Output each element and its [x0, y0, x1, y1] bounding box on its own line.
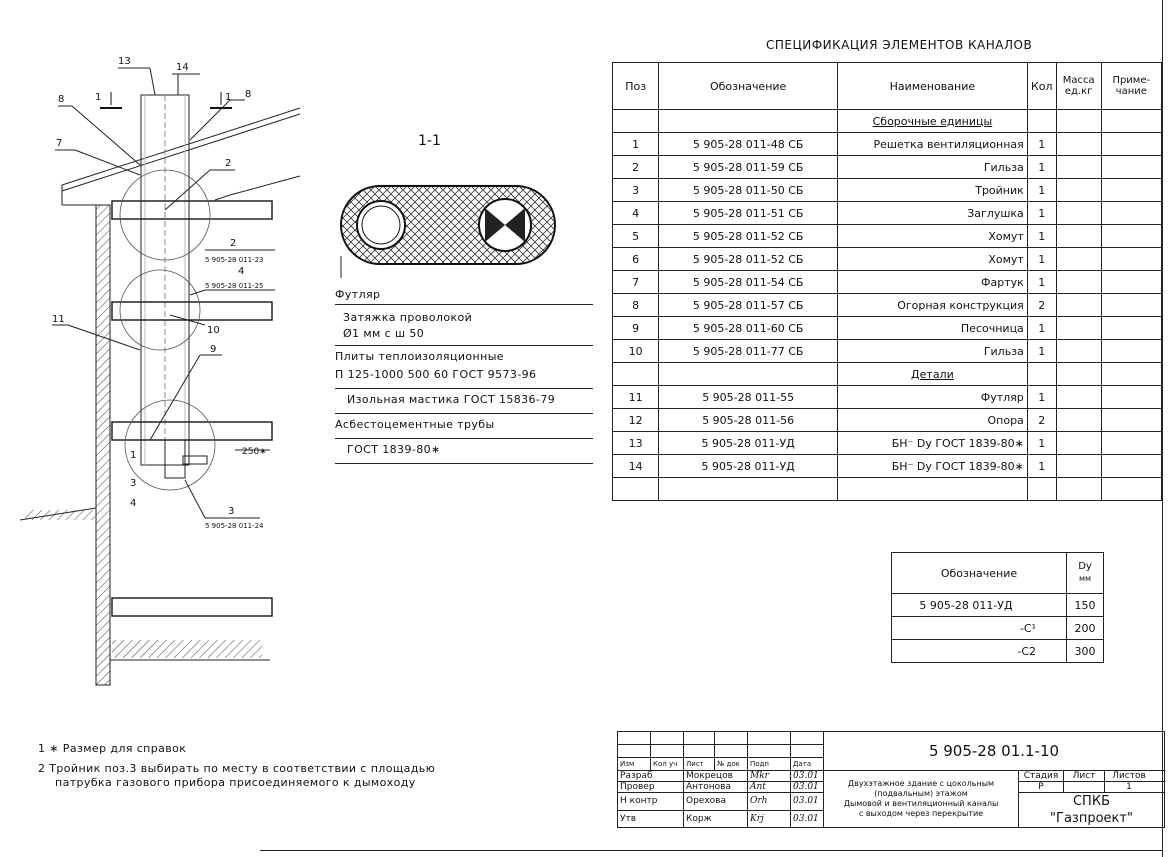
p3-date: 03.01: [791, 810, 824, 828]
label-plity: Плиты теплоизоляционные: [335, 350, 504, 363]
title-block: [617, 731, 1165, 828]
sheets-value-cell: [1064, 782, 1165, 793]
p3-role: Утв: [618, 810, 684, 828]
person-row: [618, 771, 1165, 782]
cell-empty: [1056, 455, 1101, 478]
doc-description: [824, 771, 1019, 828]
callout-4: 4: [238, 266, 245, 277]
cell-qty: 1: [1027, 271, 1056, 294]
cell-empty: [1056, 156, 1101, 179]
cell-empty: [1101, 455, 1161, 478]
callout-1b: 1: [225, 92, 232, 103]
spec-section-row: [613, 110, 1162, 133]
callout-3b: 3: [228, 506, 235, 517]
doc-code: 5 905-28 01.1-10: [824, 732, 1165, 771]
col-header: Дата: [791, 758, 824, 771]
label-asbest: Асбестоцементные трубы: [335, 414, 593, 439]
table-row: [613, 409, 1162, 432]
p0-sign: Mkr: [748, 771, 791, 782]
frame-right: [1162, 0, 1163, 857]
cell-empty: [1101, 248, 1161, 271]
desc-0: Двухэтажное здание с цокольным: [847, 779, 995, 788]
table-row: [613, 179, 1162, 202]
cell-empty: [1101, 156, 1161, 179]
p2-date: 03.01: [791, 793, 824, 811]
callout-13: 13: [118, 56, 131, 67]
cell-name: Тройник: [838, 179, 1028, 202]
p2-role: Н контр: [618, 793, 684, 811]
ref-23: 5 905-28 011-23: [205, 256, 264, 264]
dy-table: [891, 552, 1104, 663]
cell-pos: 5: [613, 225, 659, 248]
cell-designation: 5 905-28 011-77 СБ: [659, 340, 838, 363]
cell-qty: 1: [1027, 133, 1056, 156]
cell-designation: 5 905-28 011-56: [659, 409, 838, 432]
cell-empty: [1056, 386, 1101, 409]
desc-1: (подвальным) этажом: [874, 789, 968, 798]
dy-value: 200: [1067, 617, 1104, 640]
cell-name: Фартук: [838, 271, 1028, 294]
spec-header-row: [613, 63, 1162, 110]
org-1: "Газпроект": [1050, 811, 1133, 826]
p3-sign: Krj: [748, 810, 791, 828]
table-row: [613, 432, 1162, 455]
cell-qty: 1: [1027, 202, 1056, 225]
callout-1c: 1: [130, 450, 137, 461]
cell-qty: 1: [1027, 432, 1056, 455]
table-row: [613, 202, 1162, 225]
label-gost: ГОСТ 1839-80∗: [335, 439, 593, 464]
cell-designation: 5 905-28 011-УД: [659, 455, 838, 478]
cell-pos: 9: [613, 317, 659, 340]
cell-qty: 1: [1027, 248, 1056, 271]
cell-qty: 1: [1027, 225, 1056, 248]
cell-empty: [1101, 386, 1161, 409]
hdr-note: Приме- чание: [1101, 63, 1161, 110]
table-row: [613, 156, 1162, 179]
dy-value: 150: [1067, 594, 1104, 617]
cell-name: Песочница: [838, 317, 1028, 340]
hdr-mass: Масса ед.кг: [1056, 63, 1101, 110]
cell-empty: [1056, 409, 1101, 432]
hdr-name: Наименование: [838, 63, 1028, 110]
cell-name: Футляр: [838, 386, 1028, 409]
cell-empty: [1101, 202, 1161, 225]
cell-empty: [1101, 179, 1161, 202]
table-row: [613, 294, 1162, 317]
cell-designation: 5 905-28 011-54 СБ: [659, 271, 838, 294]
spec-section-row: [613, 363, 1162, 386]
cell-name: Огорная конструкция: [838, 294, 1028, 317]
table-row: [892, 594, 1104, 617]
cell-designation: 5 905-28 011-60 СБ: [659, 317, 838, 340]
cell-designation: 5 905-28 011-57 СБ: [659, 294, 838, 317]
stage-value: Р: [1019, 782, 1064, 793]
cell-name: Решетка вентиляционная: [838, 133, 1028, 156]
cell-empty: [1101, 409, 1161, 432]
cell-qty: 1: [1027, 386, 1056, 409]
cell-designation: 5 905-28 011-51 СБ: [659, 202, 838, 225]
cell-designation: 5 905-28 011-50 СБ: [659, 179, 838, 202]
cell-pos: 10: [613, 340, 659, 363]
cell-empty: [1056, 432, 1101, 455]
hdr-designation: Обозначение: [659, 63, 838, 110]
note-2: 2 Тройник поз.3 выбирать по месту в соответствии с площадью: [38, 762, 436, 775]
section-labels: [335, 288, 593, 464]
p2-sign: Orh: [748, 793, 791, 811]
cell-designation: 5 905-28 011-48 СБ: [659, 133, 838, 156]
sheets-label: Листов: [1112, 771, 1146, 781]
p1-name: Антонова: [684, 782, 748, 793]
cell-pos: 8: [613, 294, 659, 317]
label-futlyar: Футляр: [335, 288, 593, 305]
cell-qty: 1: [1027, 179, 1056, 202]
dy-hdr-unit: мм: [1078, 574, 1092, 583]
cell-name: Гильза: [838, 340, 1028, 363]
dy-value: 300: [1067, 640, 1104, 663]
callout-1a: 1: [95, 92, 102, 103]
cell-empty: [1056, 294, 1101, 317]
cell-empty: [1056, 271, 1101, 294]
sheet-label: Лист: [1064, 771, 1105, 781]
table-row: [613, 225, 1162, 248]
callout-7: 7: [56, 138, 63, 149]
cell-empty: [1056, 133, 1101, 156]
cell-qty: 1: [1027, 340, 1056, 363]
dy-designation: -С¹: [892, 617, 1067, 640]
cell-name: Заглушка: [838, 202, 1028, 225]
table-row: [613, 340, 1162, 363]
spec-empty-row: [613, 478, 1162, 501]
cell-empty: [1056, 202, 1101, 225]
label-wire: Ø1 мм с ш 50: [335, 327, 593, 346]
cell-designation: 5 905-28 011-УД: [659, 432, 838, 455]
cell-pos: 14: [613, 455, 659, 478]
callout-2: 2: [225, 158, 232, 169]
cell-name: Хомут: [838, 248, 1028, 271]
cell-pos: 11: [613, 386, 659, 409]
table-row: [892, 640, 1104, 663]
cell-qty: 1: [1027, 317, 1056, 340]
cell-pos: 4: [613, 202, 659, 225]
dy-designation: -С2: [892, 640, 1067, 663]
cell-qty: 1: [1027, 156, 1056, 179]
ref-24: 5 905-28 011-24: [205, 522, 264, 530]
label-zatyazhka: Затяжка проволокой: [343, 311, 473, 324]
cell-designation: 5 905-28 011-55: [659, 386, 838, 409]
cell-pos: 12: [613, 409, 659, 432]
col-header: Подп: [748, 758, 791, 771]
p1-date: 03.01: [791, 782, 824, 793]
dim-250: 250∗: [242, 447, 267, 457]
desc-2: Дымовой и вентиляционный каналы: [843, 799, 999, 808]
table-row: [613, 133, 1162, 156]
spec-table: [612, 62, 1162, 501]
table-row: [613, 271, 1162, 294]
p1-sign: Ant: [748, 782, 791, 793]
cell-designation: 5 905-28 011-59 СБ: [659, 156, 838, 179]
cell-empty: [1101, 133, 1161, 156]
cell-empty: [1056, 225, 1101, 248]
cell-empty: [1101, 294, 1161, 317]
callout-9: 9: [210, 344, 217, 355]
dy-hdr-designation: Обозначение: [892, 553, 1067, 594]
spec-detail-rows: [613, 386, 1162, 478]
cell-empty: [1056, 340, 1101, 363]
pipe-section-drawing: [335, 178, 595, 278]
cell-empty: [1056, 248, 1101, 271]
sheets-value: 1: [1126, 782, 1132, 792]
cell-qty: 2: [1027, 409, 1056, 432]
ref-25: 5 905-28 011-25: [205, 282, 264, 290]
cell-designation: 5 905-28 011-52 СБ: [659, 248, 838, 271]
sheet-label-cell: [1064, 771, 1165, 782]
callout-3a: 3: [130, 478, 137, 489]
note-2-cont: патрубка газового прибора присоединяемого к дымоходу: [55, 776, 416, 789]
cell-name: Гильза: [838, 156, 1028, 179]
org-0: СПКБ: [1072, 794, 1110, 809]
cell-empty: [1056, 317, 1101, 340]
cell-pos: 2: [613, 156, 659, 179]
col-header: Лист: [684, 758, 715, 771]
cell-empty: [1101, 271, 1161, 294]
label-mastika: Изольная мастика ГОСТ 15836-79: [335, 389, 593, 414]
table-row: [613, 248, 1162, 271]
cell-name: Хомут: [838, 225, 1028, 248]
table-row: [613, 455, 1162, 478]
dy-designation: 5 905-28 011-УД: [892, 594, 1067, 617]
callout-8a: 8: [58, 94, 65, 105]
cell-name: БН⁻ Dy ГОСТ 1839-80∗: [838, 432, 1028, 455]
col-header: № док: [715, 758, 748, 771]
desc-3: с выходом через перекрытие: [858, 809, 984, 818]
frame-bottom: [260, 850, 1163, 851]
callout-2-label: 2: [230, 238, 237, 249]
cell-name: Опора: [838, 409, 1028, 432]
note-1: 1 ∗ Размер для справок: [38, 742, 187, 755]
cell-empty: [1056, 179, 1101, 202]
p2-name: Орехова: [684, 793, 748, 811]
col-header: Кол уч: [651, 758, 684, 771]
cell-pos: 13: [613, 432, 659, 455]
hdr-pos: Поз: [613, 63, 659, 110]
cell-name: БН⁻ Dy ГОСТ 1839-80∗: [838, 455, 1028, 478]
cell-pos: 6: [613, 248, 659, 271]
callout-10: 10: [207, 325, 220, 336]
col-header: Изм: [618, 758, 651, 771]
dy-rows: [892, 594, 1104, 663]
table-row: [892, 617, 1104, 640]
spec-assembly-rows: [613, 133, 1162, 363]
label-p125: П 125-1000 500 60 ГОСТ 9573-96: [335, 368, 593, 389]
callout-14: 14: [176, 62, 189, 73]
stage-label: Стадия: [1019, 771, 1064, 782]
cell-empty: [1101, 340, 1161, 363]
callout-11: 11: [52, 314, 65, 325]
section-details: Детали: [838, 363, 1028, 386]
cell-qty: 2: [1027, 294, 1056, 317]
spec-title: СПЕЦИФИКАЦИЯ ЭЛЕМЕНТОВ КАНАЛОВ: [766, 38, 1033, 52]
cell-empty: [1101, 225, 1161, 248]
table-row: [613, 386, 1162, 409]
p0-name: Мокрецов: [684, 771, 748, 782]
p1-role: Провер: [618, 782, 684, 793]
cell-qty: 1: [1027, 455, 1056, 478]
dy-hdr-dy-text: Dy: [1078, 561, 1092, 572]
p0-role: Разраб: [618, 771, 684, 782]
p3-name: Корж: [684, 810, 748, 828]
cell-pos: 3: [613, 179, 659, 202]
cell-empty: [1101, 432, 1161, 455]
cell-pos: 1: [613, 133, 659, 156]
cell-pos: 7: [613, 271, 659, 294]
hdr-qty: Кол: [1027, 63, 1056, 110]
section-assembly: Сборочные единицы: [838, 110, 1028, 133]
section-title: 1-1: [418, 133, 441, 149]
org-name: [1019, 793, 1165, 828]
callout-4b: 4: [130, 498, 137, 509]
p0-date: 03.01: [791, 771, 824, 782]
cell-empty: [1101, 317, 1161, 340]
table-row: [613, 317, 1162, 340]
callout-8b: 8: [245, 89, 252, 100]
dy-hdr-dy: [1067, 553, 1104, 594]
cell-designation: 5 905-28 011-52 СБ: [659, 225, 838, 248]
